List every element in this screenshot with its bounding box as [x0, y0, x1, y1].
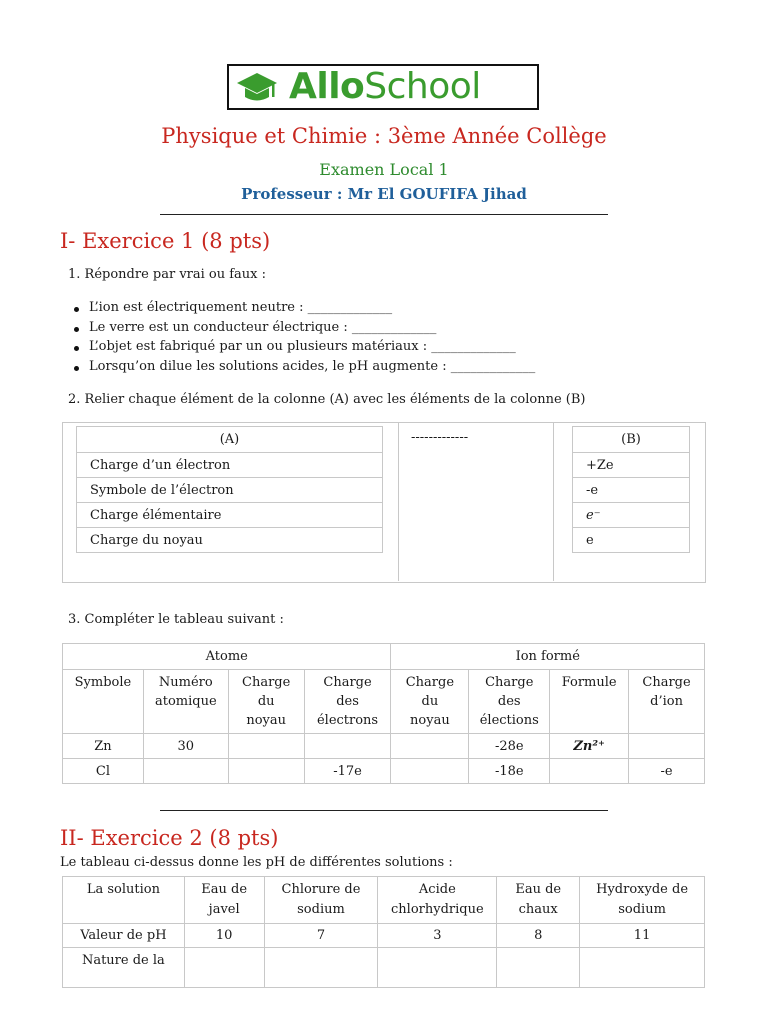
- table-cell: Zn²⁺: [550, 734, 629, 759]
- question-2: 2. Relier chaque élément de la colonne (A) avec les éléments de la colonne (B): [68, 392, 586, 407]
- bullet: [74, 366, 79, 371]
- table-cell: [497, 948, 580, 988]
- table-row: [63, 734, 705, 759]
- column-a-item: Charge d’un électron: [77, 453, 383, 478]
- exercise-2-heading: II- Exercice 2 (8 pts): [60, 826, 279, 850]
- table-cell: [378, 948, 497, 988]
- bullet: [74, 307, 79, 312]
- column-header: Symbole: [63, 670, 144, 734]
- table-cell: -17e: [304, 759, 391, 784]
- column-a-item: Symbole de l’électron: [77, 478, 383, 503]
- column-b-item: e⁻: [573, 503, 690, 528]
- statement-2: Le verre est un conducteur électrique : _____________: [89, 320, 437, 335]
- ph-table: [62, 876, 705, 988]
- table-cell: [550, 759, 629, 784]
- column-header: Chlorure de sodium: [264, 877, 378, 924]
- connector-dashes: -------------: [411, 430, 469, 445]
- alloschool-logo: [227, 64, 539, 110]
- table-cell: 11: [580, 924, 705, 948]
- frame-divider: [553, 423, 554, 581]
- table-cell: Nature de la: [63, 948, 185, 988]
- table-row: [63, 948, 705, 988]
- table-cell: [391, 734, 469, 759]
- question-3: 3. Compléter le tableau suivant :: [68, 612, 284, 627]
- column-b-item: -e: [573, 478, 690, 503]
- column-b-item: +Ze: [573, 453, 690, 478]
- column-a-table: [76, 426, 383, 553]
- statement-4: Lorsqu’on dilue les solutions acides, le pH augmente : _____________: [89, 359, 536, 374]
- bullet: [74, 327, 79, 332]
- table-cell: 7: [264, 924, 378, 948]
- group-header-ion: Ion formé: [391, 644, 705, 670]
- column-a-header: (A): [77, 427, 383, 453]
- column-header: Charge du noyau: [391, 670, 469, 734]
- table-cell: Cl: [63, 759, 144, 784]
- table-cell: [184, 948, 264, 988]
- table-cell: [580, 948, 705, 988]
- question-1: 1. Répondre par vrai ou faux :: [68, 267, 267, 282]
- table-cell: [264, 948, 378, 988]
- column-a-item: Charge élémentaire: [77, 503, 383, 528]
- column-b-header: (B): [573, 427, 690, 453]
- table-cell: Zn: [63, 734, 144, 759]
- table-cell: [228, 734, 304, 759]
- column-header: Eau de chaux: [497, 877, 580, 924]
- column-b-item: e: [573, 528, 690, 553]
- table-cell: [228, 759, 304, 784]
- column-b-table: [572, 426, 690, 553]
- table-cell: 10: [184, 924, 264, 948]
- table-cell: 3: [378, 924, 497, 948]
- column-header: Hydroxyde de sodium: [580, 877, 705, 924]
- statement-3: L’objet est fabriqué par un ou plusieurs matériaux : _____________: [89, 339, 516, 354]
- divider: [160, 214, 608, 215]
- graduation-cap-icon: [235, 69, 279, 105]
- table-cell: [304, 734, 391, 759]
- table-cell: Valeur de pH: [63, 924, 185, 948]
- frame-divider: [398, 423, 399, 581]
- column-header: Charge d’ion: [629, 670, 705, 734]
- column-header: Charge des élections: [469, 670, 550, 734]
- column-header: Acide chlorhydrique: [378, 877, 497, 924]
- bullet: [74, 346, 79, 351]
- table-row: [63, 924, 705, 948]
- group-header-atome: Atome: [63, 644, 391, 670]
- table-row: [63, 759, 705, 784]
- statement-1: L’ion est électriquement neutre : _____________: [89, 300, 393, 315]
- table-cell: 30: [143, 734, 228, 759]
- column-header: Charge du noyau: [228, 670, 304, 734]
- column-header: Numéro atomique: [143, 670, 228, 734]
- column-header: La solution: [63, 877, 185, 924]
- exercise-2-intro: Le tableau ci-dessus donne les pH de différentes solutions :: [60, 855, 453, 870]
- table-cell: [391, 759, 469, 784]
- divider: [160, 810, 608, 811]
- page-title: Physique et Chimie : 3ème Année Collège: [161, 124, 607, 148]
- atom-ion-table: [62, 643, 705, 784]
- exercise-1-heading: I- Exercice 1 (8 pts): [60, 229, 271, 253]
- professor-name: Professeur : Mr El GOUFIFA Jihad: [241, 185, 527, 203]
- column-header: Charge des électrons: [304, 670, 391, 734]
- table-cell: [629, 734, 705, 759]
- table-cell: -28e: [469, 734, 550, 759]
- column-a-item: Charge du noyau: [77, 528, 383, 553]
- table-cell: 8: [497, 924, 580, 948]
- exam-subtitle: Examen Local 1: [319, 160, 449, 179]
- table-cell: [143, 759, 228, 784]
- column-header: Eau de javel: [184, 877, 264, 924]
- table-cell: -18e: [469, 759, 550, 784]
- column-header: Formule: [550, 670, 629, 734]
- table-cell: -e: [629, 759, 705, 784]
- logo-text: AlloSchool: [289, 66, 481, 107]
